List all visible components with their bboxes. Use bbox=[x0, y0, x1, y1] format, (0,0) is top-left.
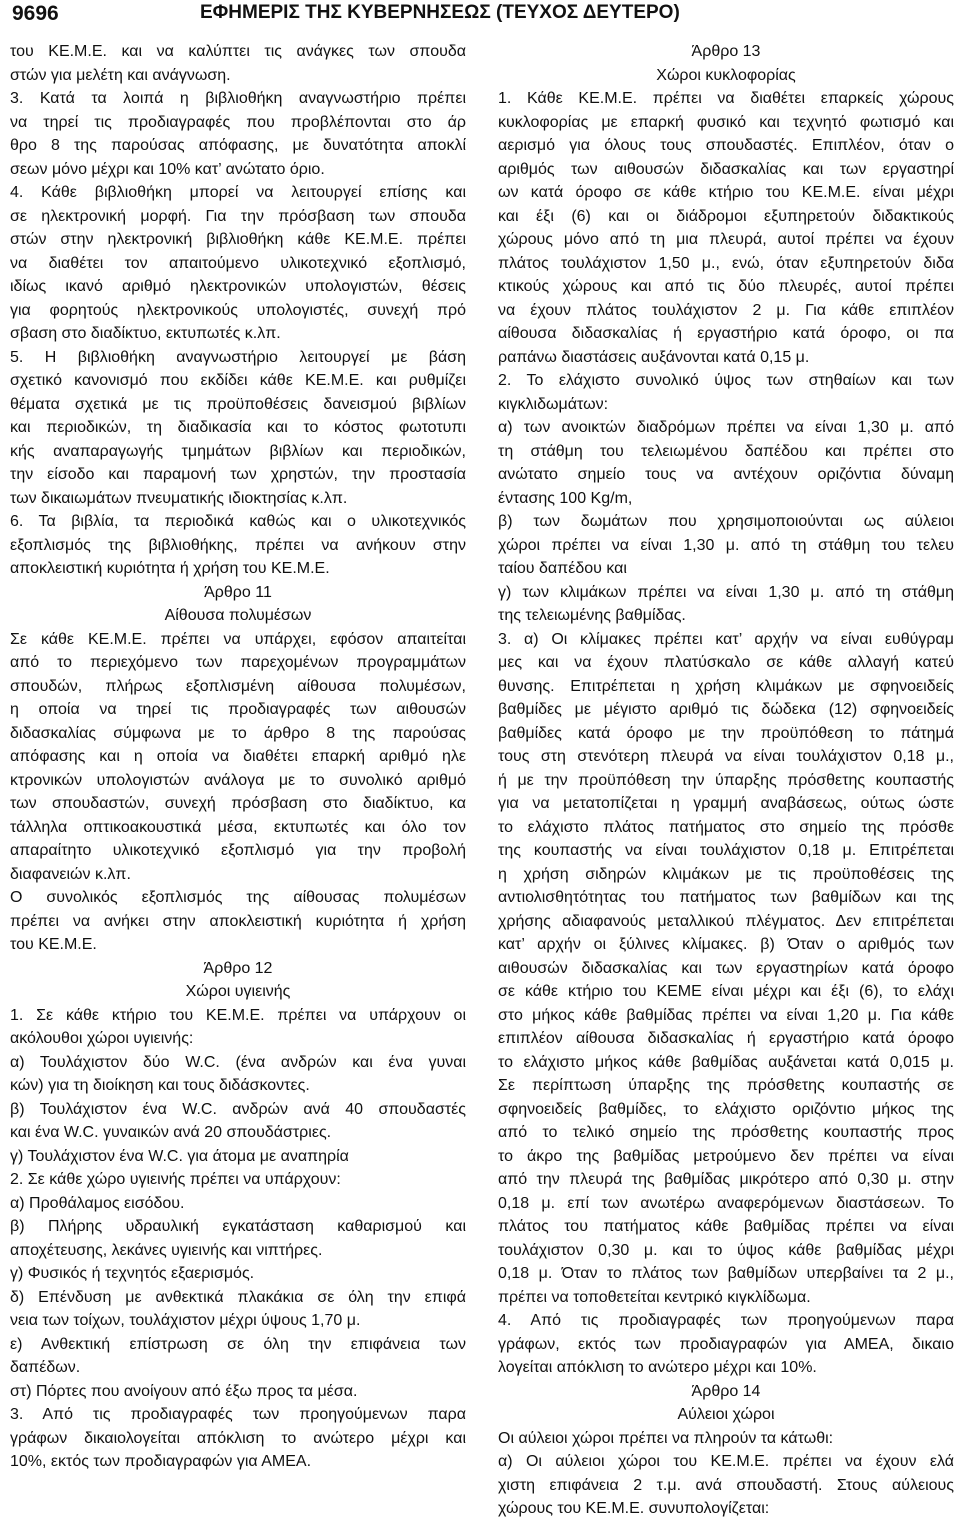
text-line: βαθμίδες κατά όροφο με την προϋπόθεση το πάτημά bbox=[498, 724, 954, 742]
section-heading-line: Αύλειοι χώροι bbox=[677, 1406, 775, 1423]
text-line: εξοπλισμός της βιβλιοθήκης, πρέπει να ανήκουν στην bbox=[10, 536, 466, 554]
text-line: σε ηλεκτρονική μορφή. Για την πρόσβαση των σπουδα bbox=[10, 207, 466, 225]
text-line: τουλάχιστον 0,30 μ. και το ύψος κάθε βαθμίδας μέχρι bbox=[498, 1241, 954, 1259]
text-line: αίθουσα διδασκαλίας ή εργαστήριο κατά όροφο, οι πα bbox=[498, 325, 954, 342]
text-line: το ελάχιστο μήκος κάθε βαθμίδας αυξάνεται κατά 0,015 μ. bbox=[498, 1053, 954, 1071]
text-line: θυνσης. Επιτρέπεται η χρήση κλιμάκων με σφηνοειδείς bbox=[498, 677, 954, 695]
text-line: την είσοδο και παραμονή των χρηστών, την προστασία bbox=[10, 466, 466, 483]
text-line: α) των ανοικτών διαδρόμων πρέπει να είναι 1,30 μ. από bbox=[498, 419, 954, 436]
text-line: σβαση στο διαδίκτυο, εκτυπωτές κ.λπ. bbox=[10, 325, 281, 342]
text-line: γ) των κλιμάκων πρέπει να είναι 1,30 μ. από τη στάθμη bbox=[498, 583, 954, 601]
text-line: στών για μελέτη και ανάγνωση. bbox=[10, 66, 231, 84]
text-line: α) Οι αύλειοι χώροι του ΚΕ.Μ.Ε. πρέπει να έχουν ελά bbox=[498, 1453, 954, 1470]
text-line: Σε περίπτωση ύπαρξης της πρόσθετης κουπαστής σε bbox=[498, 1077, 954, 1094]
text-line: α) Τουλάχιστον δύο W.C. (ένα ανδρών και ένα γυναι bbox=[10, 1053, 466, 1071]
text-line: νεια των τοίχων, τουλάχιστον μέχρι ύψους 1,70 μ. bbox=[10, 1312, 361, 1329]
text-line: του ΚΕ.Μ.Ε. bbox=[10, 936, 97, 953]
text-line: κής αναπαραγωγής τμημάτων βιβλίων και περιοδικών, bbox=[10, 442, 466, 460]
text-line: ταίου δαπέδου και bbox=[498, 560, 627, 577]
text-line: διδασκαλίας σύμφωνα με το άρθρο 8 της παρούσας bbox=[10, 724, 466, 742]
text-line: το άκρο της βαθμίδας μετρούμενο δεν πρέπει να είναι bbox=[498, 1147, 954, 1165]
text-line: ανώτατο σημείο τους να αντέχουν οριζόντια δύναμη bbox=[498, 466, 954, 483]
text-line: β) των δωμάτων που χρησιμοποιούνται ως αύλειοι bbox=[498, 513, 954, 530]
gazette-title: ΕΦΗΜΕΡΙΣ ΤΗΣ ΚΥΒΕΡΝΗΣΕΩΣ (ΤΕΥΧΟΣ ΔΕΥΤΕΡΟ) bbox=[200, 2, 680, 23]
text-line: σπουδών, πλήρως εξοπλισμένη αίθουσα πολυμέσων, bbox=[10, 677, 466, 695]
text-line: επιπλέον αίθουσα διδασκαλίας ή εργαστήριο κατά όροφο bbox=[498, 1030, 954, 1047]
section-heading-line: Άρθρο 13 bbox=[691, 43, 761, 60]
text-line: β) Τουλάχιστον ένα W.C. ανδρών ανά 40 σπουδαστές bbox=[10, 1100, 466, 1118]
text-line: και ένα W.C. γυναικών ανά 20 σπουδάστριες. bbox=[10, 1124, 332, 1141]
text-line: πλάτος τουλάχιστον 1,50 μ., ενώ, όταν εξυπηρετούν διδα bbox=[498, 254, 954, 272]
left-column bbox=[10, 40, 466, 1474]
right-column bbox=[498, 40, 954, 1521]
text-line: δαπέδων. bbox=[10, 1359, 81, 1376]
text-line: στο μήκος κάθε βαθμίδας πρέπει να είναι 1,20 μ. Για κάθε bbox=[498, 1006, 954, 1024]
text-line: των σπουδαστών, συνεχή πρόσβαση στο διαδίκτυο, κα bbox=[10, 795, 466, 812]
text-line: πρέπει να ανήκει στην αποκλειστική κυριότητα ή χρήση bbox=[10, 912, 466, 930]
text-line: χώρους μόνο από τη μια πλευρά, αυτοί πρέπει να έχουν bbox=[498, 231, 954, 248]
page-number: 9696 bbox=[12, 2, 59, 25]
section-heading-line: Χώροι κυκλοφορίας bbox=[656, 66, 796, 84]
text-line: θέματα σχετικά με τις προϋποθέσεις δανεισμού βιβλίων bbox=[10, 395, 466, 413]
text-line: αερισμό για όλους τους σπουδαστές. Επιπλέον, όταν ο bbox=[498, 137, 954, 154]
text-line: κτικούς χώρους και από τις δύο πλευρές, αυτοί πρέπει bbox=[498, 278, 954, 295]
text-line: χώροι πρέπει να είναι 1,30 μ. από τη στάθμη του τελευ bbox=[498, 536, 954, 554]
text-line: ων κατά όροφο σε κάθε κτήριο του ΚΕ.Μ.Ε. είναι μέχρι bbox=[498, 184, 954, 201]
text-line: χώρους του ΚΕ.Μ.Ε. συνυπολογίζεται: bbox=[498, 1500, 770, 1517]
text-line: 3. α) Οι κλίμακες πρέπει κατ’ αρχήν να είναι ευθύγραμ bbox=[498, 630, 954, 648]
text-line: αιθουσών διδασκαλίας και των εργαστηρίων κατά όροφο bbox=[498, 959, 954, 977]
section-heading-line: Αίθουσα πολυμέσων bbox=[164, 607, 312, 624]
text-line: σχετικό κανονισμό που εκδίδει κάθε ΚΕ.Μ.Ε. και ρυθμίζει bbox=[10, 372, 466, 389]
text-line: Σε κάθε ΚΕ.Μ.Ε. πρέπει να υπάρχει, εφόσον απαιτείται bbox=[10, 630, 466, 648]
text-line: της κουπαστής να είναι τουλάχιστον 0,18 μ. Επιτρέπεται bbox=[498, 842, 954, 859]
text-line: να διαθέτει τον απαιτούμενο υλικοτεχνικό εξοπλισμό, bbox=[10, 254, 466, 272]
text-line: τους στη στενότερη πλευρά να είναι τουλάχιστον 0,18 μ., bbox=[498, 748, 954, 765]
text-line: τη στάθμη του τελειωμένου δαπέδου και πρέπει στο bbox=[498, 442, 954, 460]
text-line: σεων μόνο μέχρι και 10% κατ’ ανώτατο όριο. bbox=[10, 160, 325, 178]
text-line: του ΚΕ.Μ.Ε. και να καλύπτει τις ανάγκες των σπουδα bbox=[10, 43, 466, 60]
text-line: 0,18 μ. Όταν το πλάτος των βαθμίδων υπερβαίνει τα 2 μ., bbox=[498, 1265, 954, 1282]
text-line: γ) Φυσικός ή τεχνητός εξαερισμός. bbox=[10, 1265, 255, 1282]
text-line: και περιοδικών, τη διαδικασία και το κόστος φωτοτυπι bbox=[10, 419, 466, 436]
text-line: μες και να έχουν πλατύσκαλο σε κάθε αλλαγή κατεύ bbox=[498, 654, 954, 671]
text-line: στ) Πόρτες που ανοίγουν από έξω προς τα μέσα. bbox=[10, 1382, 358, 1400]
text-line: λογείται απόκλιση το ανώτερο μέχρι και 10%. bbox=[498, 1359, 817, 1376]
text-line: γράφων δικαιολογείται απόκλιση το ανώτερο μέχρι και bbox=[10, 1429, 466, 1447]
text-line: να τηρεί τις προδιαγραφές που προβλέπονται στο άρ bbox=[10, 113, 466, 131]
text-line: η οποία να τηρεί τις προδιαγραφές των αιθουσών bbox=[10, 701, 466, 718]
text-line: δ) Επένδυση με ανθεκτικά πλακάκια σε όλη την επιφά bbox=[10, 1288, 466, 1306]
text-line: για φορητούς ηλεκτρονικούς υπολογιστές, συνεχή πρό bbox=[10, 301, 466, 319]
text-line: σφηνοειδείς βαθμίδες, το ελάχιστο οριζόντιο μήκος της bbox=[498, 1100, 954, 1118]
text-line: απόφασης και η οποία να διαθέτει επαρκή αριθμό ηλε bbox=[10, 748, 466, 765]
text-line: για να μετατοπίζεται η γραμμή αναβάσεως, ούτως ώστε bbox=[498, 795, 954, 812]
text-line: κατ’ αρχήν οι ξύλινες κλίμακες. β) Όταν ο αριθμός των bbox=[498, 936, 954, 953]
text-line: ε) Ανθεκτική επίστρωση σε όλη την επιφάνεια των bbox=[10, 1335, 466, 1353]
text-line: τάλληλα οπτικοακουστικά μέσα, εκτυπωτές και όλο τον bbox=[10, 818, 466, 836]
text-line: αποκλειστική κυριότητα ή χρήση του ΚΕ.Μ.Ε. bbox=[10, 560, 330, 577]
text-line: των δικαιωμάτων πνευματικής ιδιοκτησίας κ.λπ. bbox=[10, 489, 348, 507]
text-line: πρέπει να τοποθετείται κεντρικό κιγκλίδωμα. bbox=[498, 1288, 811, 1306]
text-line: Ο συνολικός εξοπλισμός της αίθουσας πολυμέσων bbox=[10, 889, 466, 906]
text-line: 2. Το ελάχιστο συνολικό ύψος των στηθαίων και των bbox=[498, 372, 954, 389]
text-line: 4. Κάθε βιβλιοθήκη μπορεί να λειτουργεί επίσης και bbox=[10, 184, 466, 201]
text-line: χρήσης αδιαφανούς μεταλλικού πλέγματος. Δεν επιτρέπεται bbox=[498, 912, 954, 930]
text-line: θρο 8 της παρούσας απόφασης, με δυνατότητα αποκλί bbox=[10, 137, 466, 154]
text-line: 3. Κατά τα λοιπά η βιβλιοθήκη αναγνωστήριο πρέπει bbox=[10, 90, 466, 107]
text-line: να έχουν πλάτος τουλάχιστον 2 μ. Για κάθε επιπλέον bbox=[498, 301, 954, 319]
text-line: σε κάθε κτήριο του ΚΕΜΕ είναι μέχρι και έξι (6), το ελάχι bbox=[498, 983, 954, 1000]
text-line: ραπάνω διαστάσεις αυξάνονται κατά 0,15 μ. bbox=[498, 348, 810, 366]
text-line: 3. Από τις προδιαγραφές των προηγούμενων παρα bbox=[10, 1406, 466, 1423]
text-line: από το περιεχόμενο των παρεχομένων προγραμμάτων bbox=[10, 654, 466, 671]
text-line: Οι αύλειοι χώροι πρέπει να πληρούν τα κάτωθι: bbox=[498, 1429, 834, 1447]
section-heading-line: Άρθρο 11 bbox=[204, 583, 272, 601]
text-line: κιγκλιδωμάτων: bbox=[498, 395, 609, 413]
text-line: 1. Σε κάθε κτήριο του ΚΕ.Μ.Ε. πρέπει να υπάρχουν οι bbox=[10, 1006, 466, 1024]
text-line: α) Προθάλαμος εισόδου. bbox=[10, 1194, 185, 1212]
text-line: πλάτος του πατήματος κάθε βαθμίδας πρέπει να είναι bbox=[498, 1218, 954, 1235]
text-line: 10%, εκτός των προδιαγραφών για ΑΜΕΑ. bbox=[10, 1453, 312, 1470]
text-line: 6. Τα βιβλία, τα περιοδικά καθώς και ο υλικοτεχνικός bbox=[10, 513, 466, 530]
text-line: το ελάχιστο πλάτος πατήματος στο σημείο της πρόσθε bbox=[498, 818, 954, 836]
text-line: ακόλουθοι χώροι υγιεινής: bbox=[10, 1030, 194, 1047]
text-line: ή με την προϋπόθεση την ύπαρξης πρόσθετης κουπαστής bbox=[498, 771, 954, 789]
text-line: κτρονικών υπολογιστών ανάλογα με το συνολικό αριθμό bbox=[10, 771, 466, 789]
text-line: 1. Κάθε ΚΕ.Μ.Ε. πρέπει να διαθέτει επαρκείς χώρους bbox=[498, 90, 954, 107]
section-heading-line: Χώροι υγιεινής bbox=[185, 983, 291, 1000]
text-line: και έξι (6) και οι διάδρομοι εξυπηρετούν διδακτικούς bbox=[498, 207, 954, 225]
section-heading-line: Άρθρο 12 bbox=[203, 959, 273, 977]
page-header bbox=[0, 0, 960, 40]
text-line: ιδίως ικανό αριθμό ηλεκτρονικών υπολογιστών, θέσεις bbox=[10, 278, 466, 295]
text-line: 0,18 μ. επί των ανωτέρω αναφερόμενων διαστάσεων. Το bbox=[498, 1194, 954, 1212]
text-line: αριθμός των αιθουσών διδασκαλίας και των εργαστηρί bbox=[498, 160, 954, 178]
text-line: γράφων, εκτός των προδιαγραφών για ΑΜΕΑ, δικαιο bbox=[498, 1335, 954, 1353]
text-line: αποχέτευσης, λεκάνες υγιεινής και νιπτήρες. bbox=[10, 1241, 323, 1259]
section-heading-line: Άρθρο 14 bbox=[691, 1382, 761, 1400]
text-line: της τελειωμένης βαθμίδας. bbox=[498, 607, 686, 624]
text-line: απαραίτητο υλικοτεχνικό εξοπλισμό για την προβολή bbox=[10, 842, 466, 859]
text-line: γ) Τουλάχιστον ένα W.C. για άτομα με αναπηρία bbox=[10, 1147, 349, 1165]
text-line: 4. Από τις προδιαγραφές των προηγούμενων παρα bbox=[498, 1312, 954, 1329]
text-line: από το τελικό σημείο της πρόσθετης κουπαστής προς bbox=[498, 1124, 954, 1141]
text-line: κυκλοφορίας με επαρκή φυσικό και τεχνητό φωτισμό και bbox=[498, 113, 954, 131]
text-line: β) Πλήρης υδραυλική εγκατάσταση καθαρισμού και bbox=[10, 1218, 466, 1235]
text-line: αντιολισθητότητας του πατήματος των βαθμίδων και της bbox=[498, 889, 954, 906]
text-line: κών) για τη διοίκηση και τους διδάσκοντες. bbox=[10, 1077, 310, 1094]
text-line: στών στην ηλεκτρονική βιβλιοθήκη κάθε ΚΕ.Μ.Ε. πρέπει bbox=[10, 231, 466, 248]
text-line: έντασης 100 Kg/m, bbox=[498, 489, 633, 507]
text-line: η χρήση σιδηρών κλιμάκων με τις προϋποθέσεις της bbox=[498, 865, 954, 883]
text-line: από την πλευρά της βαθμίδας μικρότερο από 0,30 μ. στην bbox=[498, 1171, 954, 1188]
text-line: βαθμίδες με μέγιστο αριθμό τις δώδεκα (12) σφηνοειδείς bbox=[498, 701, 954, 718]
text-line: χιστη επιφάνεια 2 τ.μ. ανά σπουδαστή. Στους αύλειους bbox=[498, 1476, 954, 1494]
text-line: 2. Σε κάθε χώρο υγιεινής πρέπει να υπάρχουν: bbox=[10, 1171, 341, 1188]
text-line: 5. Η βιβλιοθήκη αναγνωστήριο λειτουργεί με βάση bbox=[10, 348, 466, 366]
text-line: διαφανειών κ.λπ. bbox=[10, 865, 131, 883]
